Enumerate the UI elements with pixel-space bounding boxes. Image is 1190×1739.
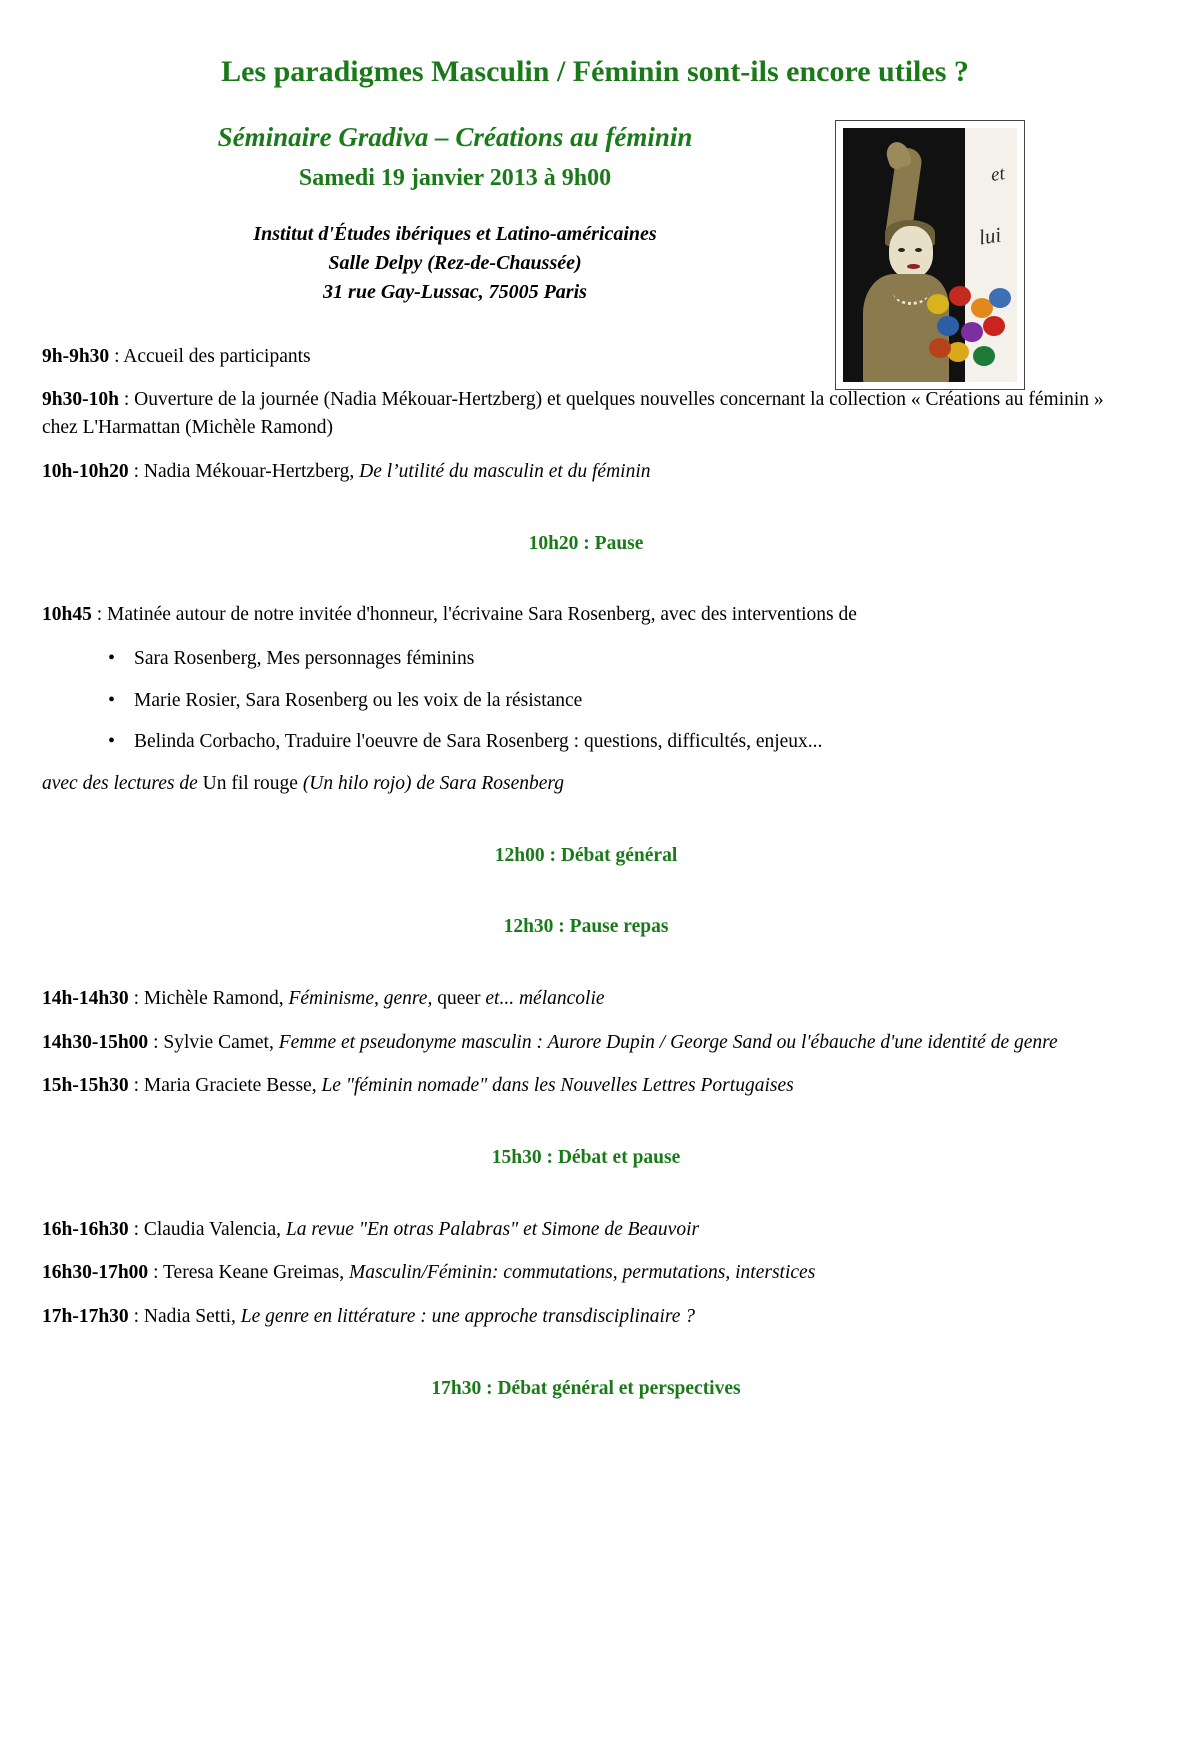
list-item bbox=[72, 728, 1130, 756]
programme-entry bbox=[42, 1029, 1130, 1057]
entry-title: Masculin/Féminin: commutations, permutations, interstices bbox=[348, 1262, 816, 1284]
artwork-eye-right bbox=[915, 248, 922, 252]
entry-speaker: : Maria Graciete Besse, bbox=[128, 1075, 322, 1097]
programme-entry bbox=[42, 1072, 1130, 1100]
artwork-word-et: et bbox=[989, 162, 1007, 186]
programme-entry bbox=[42, 601, 1130, 629]
speaker-talk-title: Mes personnages féminins bbox=[266, 647, 475, 669]
entry-time: 17h-17h30 bbox=[42, 1306, 129, 1328]
artwork-lips bbox=[907, 264, 920, 269]
entry-time: 15h-15h30 bbox=[42, 1075, 129, 1097]
speaker-talk-title: Sara Rosenberg ou les voix de la résistance bbox=[245, 689, 583, 711]
list-item bbox=[72, 645, 1130, 673]
entry-speaker: : Claudia Valencia, bbox=[128, 1218, 286, 1240]
lectures-work-title: Un fil rouge bbox=[202, 772, 303, 794]
entry-title: De l’utilité du masculin et du féminin bbox=[359, 460, 651, 482]
programme-entry bbox=[42, 1216, 1130, 1244]
speaker-name: Belinda Corbacho, bbox=[134, 731, 285, 753]
programme-break: 12h30 : Pause repas bbox=[503, 916, 669, 938]
programme-entry bbox=[42, 458, 1130, 486]
programme-break: 15h30 : Débat et pause bbox=[491, 1147, 681, 1169]
event-date: Samedi 19 janvier 2013 à 9h00 bbox=[298, 164, 612, 191]
venue-line-1: Institut d'Études ibériques et Latino-américaines bbox=[253, 222, 657, 245]
speaker-name: Sara Rosenberg, bbox=[134, 647, 267, 669]
venue-line-3: 31 rue Gay-Lussac, 75005 Paris bbox=[323, 280, 587, 303]
entry-text: : Ouverture de la journée (Nadia Mékouar-Hertzberg) et quelques nouvelles concernant la collection « Créations au féminin » chez L'Harmattan (Michèle Ramond) bbox=[42, 389, 1104, 439]
venue-line-2: Salle Delpy (Rez-de-Chaussée) bbox=[328, 251, 582, 274]
entry-title: Féminisme, genre, bbox=[288, 988, 438, 1010]
programme-entry bbox=[42, 985, 1130, 1013]
entry-time: 9h30-10h bbox=[42, 389, 119, 411]
subtitle-block bbox=[60, 120, 850, 307]
entry-time: 16h30-17h00 bbox=[42, 1262, 149, 1284]
programme-break: 17h30 : Débat général et perspectives bbox=[431, 1377, 741, 1399]
entry-time: 14h-14h30 bbox=[42, 988, 129, 1010]
entry-title-plain: queer bbox=[437, 988, 486, 1010]
entry-title: Le "féminin nomade" dans les Nouvelles Lettres Portugaises bbox=[321, 1075, 794, 1097]
entry-speaker: : Michèle Ramond, bbox=[128, 988, 289, 1010]
entry-title-tail: et... mélancolie bbox=[485, 988, 605, 1010]
speaker-list bbox=[42, 645, 1130, 756]
artwork-head bbox=[889, 226, 933, 278]
entry-title: La revue "En otras Palabras" et Simone de Beauvoir bbox=[285, 1218, 700, 1240]
programme-break: 12h00 : Débat général bbox=[494, 844, 678, 866]
programme-list bbox=[0, 343, 1190, 1403]
programme-entry bbox=[42, 1303, 1130, 1331]
lectures-prefix: avec des lectures de bbox=[42, 772, 203, 794]
programme-entry bbox=[42, 386, 1130, 441]
venue-block bbox=[60, 220, 850, 307]
artwork-word-lui: lui bbox=[977, 221, 1003, 250]
entry-text: : Matinée autour de notre invitée d'honneur, l'écrivaine Sara Rosenberg, avec des interventions de bbox=[91, 604, 857, 626]
programme-entry bbox=[42, 1259, 1130, 1287]
seminar-title: Séminaire Gradiva – Créations au féminin bbox=[217, 121, 693, 152]
speaker-name: Marie Rosier, bbox=[134, 689, 246, 711]
entry-time: 10h-10h20 bbox=[42, 460, 129, 482]
artwork-eye-left bbox=[898, 248, 905, 252]
entry-speaker: : Teresa Keane Greimas, bbox=[148, 1262, 349, 1284]
entry-time: 9h-9h30 bbox=[42, 345, 110, 367]
speaker-talk-title: Traduire l'oeuvre de Sara Rosenberg : questions, difficultés, enjeux... bbox=[284, 731, 823, 753]
entry-title: Femme et pseudonyme masculin : Aurore Dupin / George Sand ou l'ébauche d'une identité de genre bbox=[278, 1031, 1058, 1053]
programme-break: 10h20 : Pause bbox=[528, 532, 644, 554]
artwork-image bbox=[835, 120, 1025, 390]
lectures-suffix: (Un hilo rojo) de Sara Rosenberg bbox=[302, 772, 565, 794]
entry-time: 10h45 bbox=[42, 604, 92, 626]
entry-speaker: : Nadia Setti, bbox=[128, 1306, 241, 1328]
artwork-canvas bbox=[843, 128, 1017, 382]
document-page bbox=[0, 55, 1190, 1739]
header-block bbox=[0, 120, 1190, 307]
lectures-note bbox=[42, 770, 1130, 798]
page-title: Les paradigmes Masculin / Féminin sont-ils encore utiles ? bbox=[221, 55, 969, 88]
entry-speaker: : Sylvie Camet, bbox=[148, 1031, 279, 1053]
entry-title: Le genre en littérature : une approche transdisciplinaire ? bbox=[240, 1306, 696, 1328]
entry-text: : Accueil des participants bbox=[109, 345, 311, 367]
entry-time: 16h-16h30 bbox=[42, 1218, 129, 1240]
artwork-flowers bbox=[923, 280, 1015, 376]
entry-time: 14h30-15h00 bbox=[42, 1031, 149, 1053]
entry-speaker: : Nadia Mékouar-Hertzberg, bbox=[128, 460, 360, 482]
list-item bbox=[72, 687, 1130, 715]
